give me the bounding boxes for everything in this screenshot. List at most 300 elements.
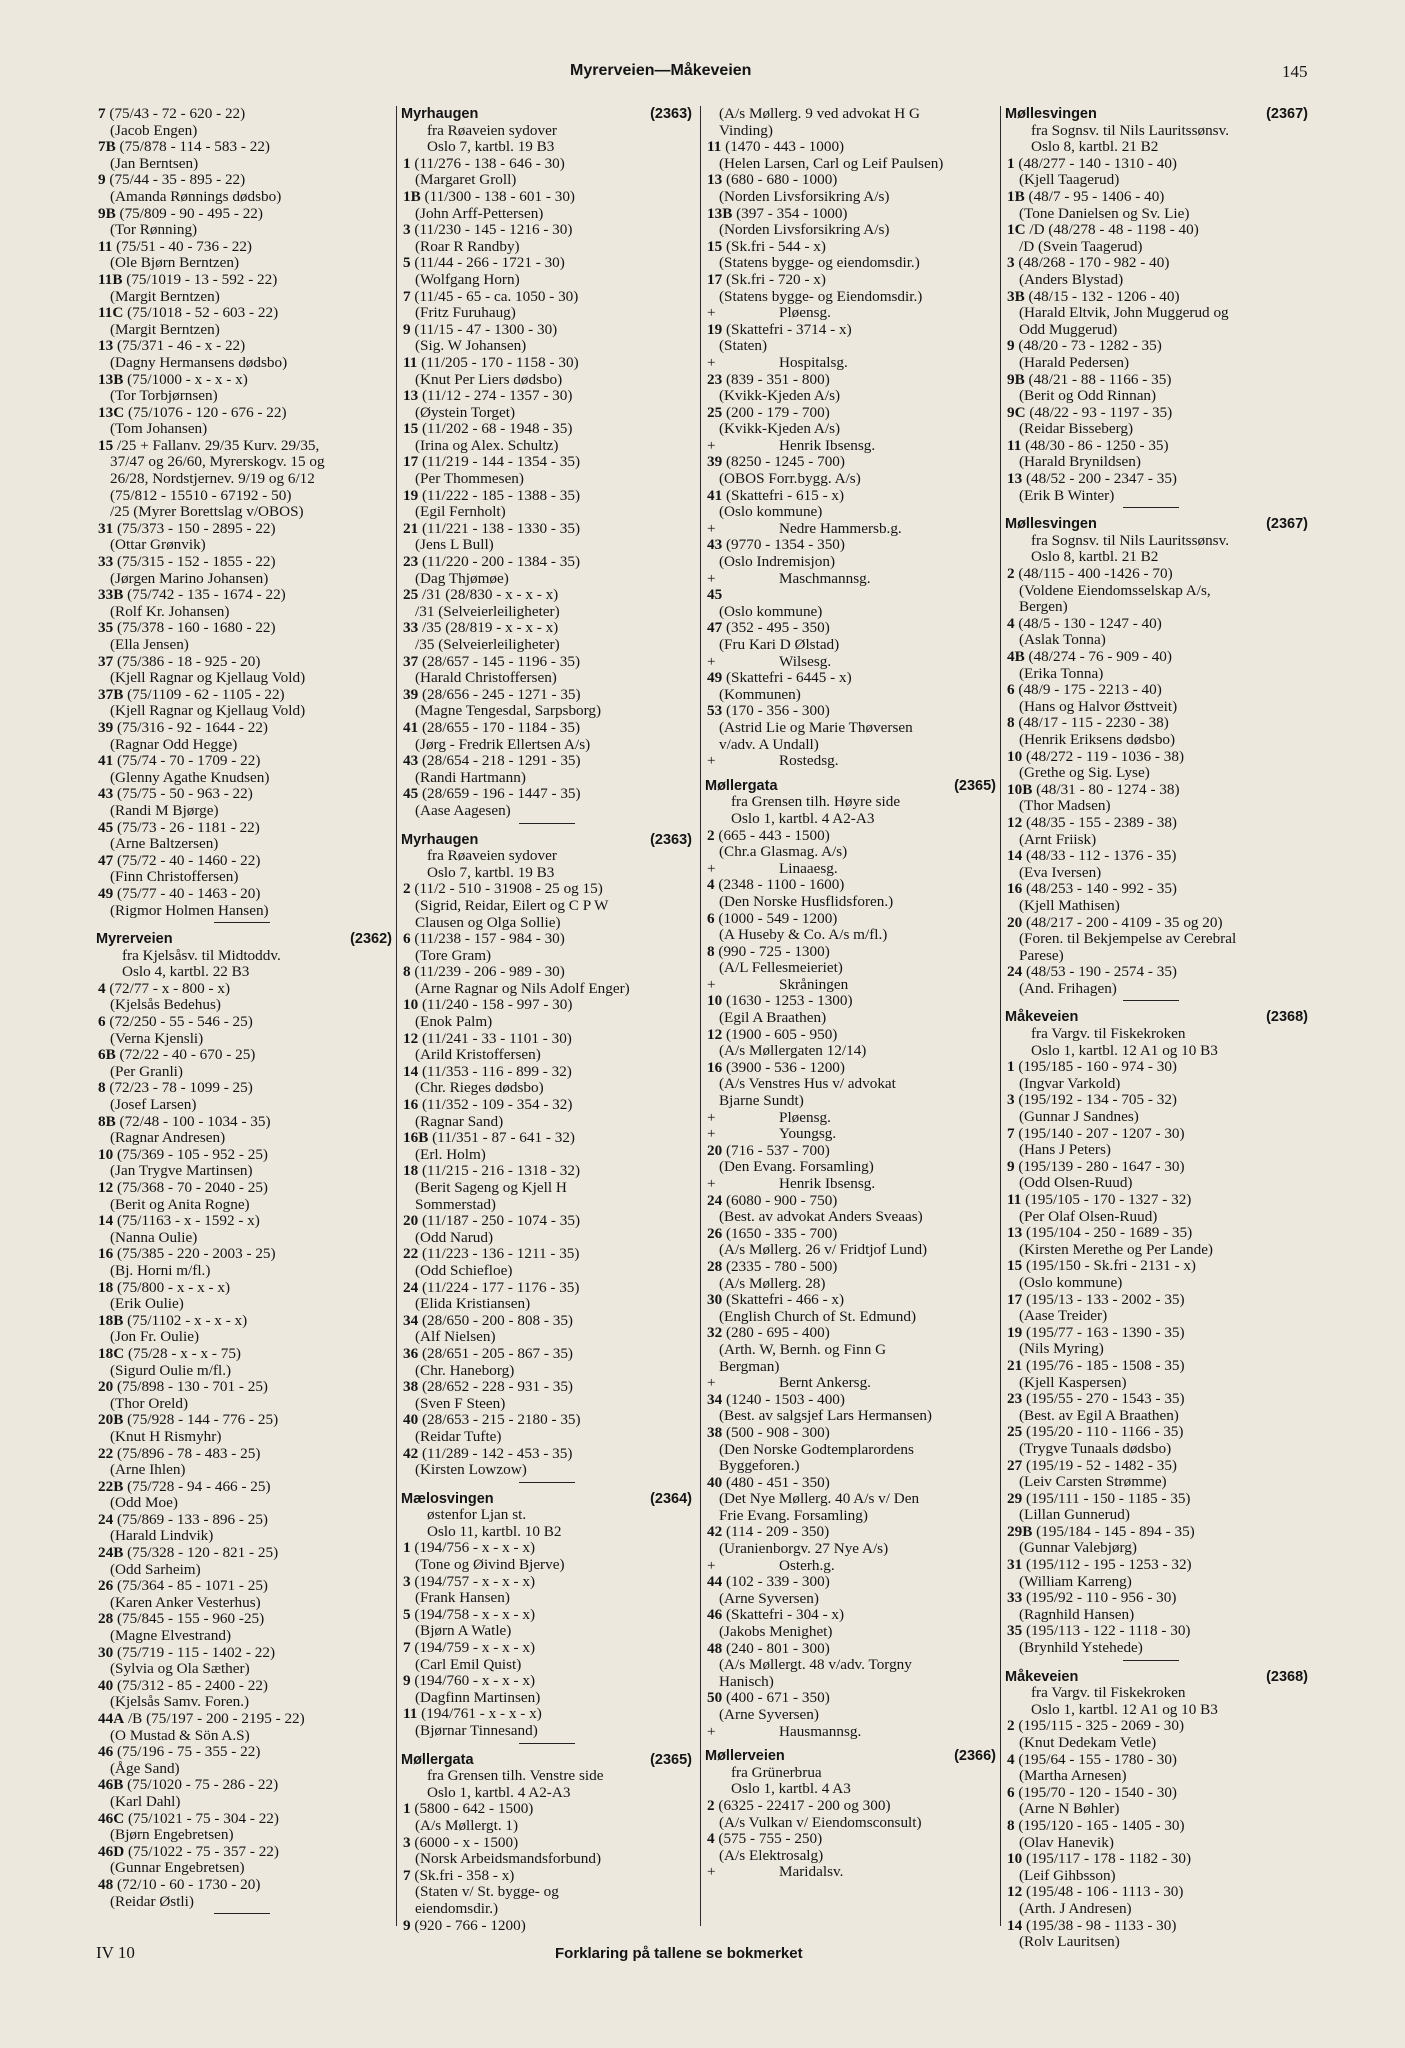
street-section bbox=[705, 106, 996, 770]
property-entry bbox=[705, 239, 996, 256]
house-number: 53 bbox=[707, 702, 723, 720]
house-number: 2 bbox=[403, 880, 411, 898]
owner-text: (Olav Hanevik) bbox=[1019, 1833, 1114, 1851]
house-number: 14 bbox=[1007, 847, 1023, 865]
owner-line bbox=[1005, 699, 1308, 716]
property-figures: (11/276 - 138 - 646 - 30) bbox=[410, 154, 565, 172]
house-number: 10B bbox=[1007, 780, 1033, 798]
house-number: 26 bbox=[98, 1577, 114, 1595]
property-figures: (195/120 - 165 - 1405 - 30) bbox=[1014, 1816, 1185, 1834]
owner-text: (Fritz Furuhaug) bbox=[415, 304, 516, 322]
property-entry bbox=[1005, 1557, 1308, 1574]
street-description: Oslo 4, kartbl. 22 B3 bbox=[122, 963, 250, 981]
owner-text: (Glenny Agathe Knudsen) bbox=[110, 768, 270, 786]
street-description: Oslo 7, kartbl. 19 B3 bbox=[427, 863, 555, 881]
property-entry bbox=[96, 1313, 392, 1330]
property-entry bbox=[705, 1524, 996, 1541]
owner-text: (Grethe og Sig. Lyse) bbox=[1019, 764, 1150, 782]
cross-street-row bbox=[705, 571, 996, 588]
property-entry bbox=[705, 139, 996, 156]
owner-text: (Tom Johansen) bbox=[110, 420, 208, 438]
owner-text: (Per Granli) bbox=[110, 1062, 183, 1080]
owner-text: (75/812 - 15510 - 67192 - 50) bbox=[110, 486, 292, 504]
property-entry bbox=[401, 222, 692, 239]
cross-street-name: Youngsg. bbox=[779, 1125, 837, 1143]
property-entry bbox=[1005, 1358, 1308, 1375]
cross-street-marker: + bbox=[707, 353, 716, 371]
owner-text: (Best. av advokat Anders Sveaas) bbox=[719, 1208, 923, 1226]
street-description: Oslo 1, kartbl. 4 A3 bbox=[731, 1780, 851, 1798]
property-figures: (2335 - 780 - 500) bbox=[722, 1257, 838, 1275]
street-heading bbox=[705, 778, 996, 795]
property-entry bbox=[705, 322, 996, 339]
property-entry bbox=[401, 997, 692, 1014]
property-entry bbox=[1005, 1059, 1308, 1076]
owner-line bbox=[401, 1429, 692, 1446]
owner-line bbox=[1005, 1441, 1308, 1458]
owner-text: (Margit Berntzen) bbox=[110, 287, 220, 305]
owner-text: (Per Olaf Olsen-Ruud) bbox=[1019, 1207, 1158, 1225]
house-number: 9B bbox=[1007, 370, 1025, 388]
owner-text: (A Huseby & Co. A/s m/fl.) bbox=[719, 926, 888, 944]
owner-text: (Rolv Lauritsen) bbox=[1019, 1933, 1120, 1951]
property-entry bbox=[705, 670, 996, 687]
property-entry bbox=[401, 421, 692, 438]
property-entry bbox=[705, 1325, 996, 1342]
property-entry bbox=[1005, 682, 1308, 699]
house-number: 8 bbox=[403, 963, 411, 981]
property-entry bbox=[1005, 372, 1308, 389]
column-2 bbox=[396, 106, 692, 1934]
cross-street-row bbox=[705, 305, 996, 322]
property-entry bbox=[401, 881, 692, 898]
house-number: 2 bbox=[1007, 1717, 1015, 1735]
house-number: 1 bbox=[1007, 154, 1015, 172]
house-number: 20 bbox=[1007, 913, 1023, 931]
property-entry bbox=[705, 703, 996, 720]
property-entry bbox=[705, 877, 996, 894]
street-name: Møllergata bbox=[401, 1751, 474, 1768]
street-section bbox=[705, 778, 996, 1740]
owner-line bbox=[1005, 1868, 1308, 1885]
property-figures: (195/105 - 170 - 1327 - 32) bbox=[1021, 1191, 1192, 1208]
owner-line bbox=[705, 1309, 996, 1326]
owner-line bbox=[1005, 1735, 1308, 1752]
owner-line bbox=[401, 1230, 692, 1247]
property-entry bbox=[401, 1706, 692, 1723]
property-entry bbox=[401, 1673, 692, 1690]
house-number: 46C bbox=[98, 1809, 125, 1827]
property-figures: (Sk.fri - 720 - x) bbox=[722, 270, 826, 288]
property-entry bbox=[401, 454, 692, 471]
owner-text: (Kommunen) bbox=[719, 685, 801, 703]
property-entry bbox=[96, 405, 392, 422]
house-number: 8 bbox=[1007, 1816, 1015, 1834]
cross-street-marker: + bbox=[707, 1374, 716, 1392]
owner-text: (Alf Nielsen) bbox=[415, 1328, 496, 1346]
street-section bbox=[401, 1491, 692, 1744]
property-entry bbox=[1005, 1851, 1308, 1868]
property-entry bbox=[96, 521, 392, 538]
cross-street-name: Wilsesg. bbox=[779, 652, 832, 670]
property-entry bbox=[401, 554, 692, 571]
owner-line bbox=[401, 504, 692, 521]
owner-text: (Trygve Tunaals dødsbo) bbox=[1019, 1439, 1172, 1457]
owner-text: (Den Norske Godtemplarordens bbox=[719, 1440, 914, 1458]
property-figures: (990 - 725 - 1300) bbox=[714, 942, 830, 960]
owner-line bbox=[96, 289, 392, 306]
owner-text: (Tone Danielsen og Sv. Lie) bbox=[1019, 204, 1190, 222]
property-figures: (11/45 - 65 - ca. 1050 - 30) bbox=[410, 287, 579, 305]
property-figures: (102 - 339 - 300) bbox=[722, 1573, 830, 1591]
property-figures: (28/651 - 205 - 867 - 35) bbox=[418, 1344, 573, 1362]
street-code: (2368) bbox=[1266, 1668, 1308, 1685]
cross-street-row bbox=[705, 355, 996, 372]
property-figures: (75/368 - 70 - 2040 - 25) bbox=[113, 1179, 268, 1196]
house-number: 13B bbox=[707, 204, 733, 222]
owner-line bbox=[705, 737, 996, 754]
owner-text: (Arne Syversen) bbox=[719, 1706, 819, 1723]
property-figures: (75/878 - 114 - 583 - 22) bbox=[115, 138, 270, 156]
owner-line bbox=[1005, 765, 1308, 782]
property-entry bbox=[1005, 915, 1308, 932]
cross-street-row bbox=[705, 861, 996, 878]
owner-text: (Jørg - Fredrik Ellertsen A/s) bbox=[415, 735, 591, 753]
owner-text: (Odd Sarheim) bbox=[110, 1560, 201, 1578]
house-number: 20 bbox=[403, 1212, 419, 1230]
house-number: 11 bbox=[98, 237, 113, 255]
property-figures: (48/35 - 155 - 2389 - 38) bbox=[1022, 813, 1177, 831]
property-entry bbox=[1005, 1258, 1308, 1275]
property-figures: (1650 - 335 - 700) bbox=[722, 1224, 838, 1242]
house-number: 12 bbox=[98, 1179, 114, 1196]
property-figures: (195/55 - 270 - 1543 - 35) bbox=[1022, 1390, 1185, 1408]
street-name: Myrhaugen bbox=[401, 831, 479, 848]
owner-line bbox=[1005, 454, 1308, 471]
property-figures: /35 (28/819 - x - x - x) bbox=[418, 619, 559, 637]
property-figures: (48/22 - 93 - 1197 - 35) bbox=[1025, 403, 1173, 421]
house-number: 23 bbox=[403, 553, 419, 571]
owner-line bbox=[401, 703, 692, 720]
owner-text: (Thor Oreld) bbox=[110, 1394, 189, 1412]
property-entry bbox=[96, 1180, 392, 1197]
property-entry bbox=[705, 1027, 996, 1044]
house-number: 15 bbox=[707, 237, 723, 255]
owner-line bbox=[96, 1728, 392, 1745]
owner-text: (Elida Kristiansen) bbox=[415, 1295, 531, 1313]
property-entry bbox=[401, 1446, 692, 1463]
owner-line bbox=[705, 1209, 996, 1226]
section-end-rule bbox=[214, 1913, 270, 1914]
owner-line bbox=[96, 803, 392, 820]
owner-text: Odd Muggerud) bbox=[1019, 320, 1118, 338]
street-section bbox=[1005, 516, 1308, 1001]
property-figures: (195/76 - 185 - 1508 - 35) bbox=[1022, 1356, 1185, 1374]
house-number: 6 bbox=[98, 1013, 106, 1031]
owner-text: (Voldene Eiendomsselskap A/s, bbox=[1019, 581, 1211, 599]
property-figures: (75/1021 - 75 - 304 - 22) bbox=[124, 1809, 279, 1827]
property-figures: (75/1020 - 75 - 286 - 22) bbox=[123, 1776, 279, 1794]
house-number: 2 bbox=[707, 1796, 715, 1814]
cross-street-name: Linaaesg. bbox=[779, 859, 838, 877]
property-figures: (28/656 - 245 - 1271 - 35) bbox=[418, 685, 581, 703]
house-number: 7B bbox=[98, 138, 116, 156]
owner-line bbox=[1005, 1901, 1308, 1918]
property-entry bbox=[96, 1047, 392, 1064]
owner-text: (Kjell Kaspersen) bbox=[1019, 1373, 1127, 1391]
house-number: 4 bbox=[1007, 614, 1015, 632]
owner-line bbox=[401, 1657, 692, 1674]
owner-line bbox=[96, 637, 392, 654]
property-figures: (Skattefri - 304 - x) bbox=[722, 1606, 845, 1624]
house-number: 22 bbox=[98, 1444, 114, 1462]
owner-text: (Kjelsås Bedehus) bbox=[110, 996, 221, 1014]
house-number: 19 bbox=[403, 486, 419, 504]
owner-text: (Den Evang. Forsamling) bbox=[719, 1158, 874, 1176]
property-entry bbox=[705, 1475, 996, 1492]
owner-line bbox=[401, 1114, 692, 1131]
owner-line bbox=[401, 305, 692, 322]
owner-line bbox=[1005, 1375, 1308, 1392]
owner-text: (Frank Hansen) bbox=[415, 1589, 510, 1607]
owner-line bbox=[96, 421, 392, 438]
property-figures: (48/9 - 175 - 2213 - 40) bbox=[1014, 681, 1162, 699]
owner-text: (Tor Torbjørnsen) bbox=[110, 387, 218, 405]
owner-line bbox=[705, 156, 996, 173]
owner-line bbox=[705, 255, 996, 272]
house-number: 21 bbox=[1007, 1356, 1023, 1374]
property-figures: /D (48/278 - 48 - 1198 - 40) bbox=[1025, 221, 1199, 239]
owner-line bbox=[705, 1342, 996, 1359]
owner-line bbox=[401, 1080, 692, 1097]
owner-line bbox=[705, 289, 996, 306]
owner-text: (Brynhild Ystehede) bbox=[1019, 1639, 1143, 1657]
property-entry bbox=[705, 1392, 996, 1409]
owner-text: (Hans og Halvor Østtveit) bbox=[1019, 697, 1178, 715]
owner-text: (Chr. Haneborg) bbox=[415, 1361, 515, 1379]
property-figures: (195/77 - 163 - 1390 - 35) bbox=[1022, 1323, 1185, 1341]
owner-text: (A/s Møllerg. 28) bbox=[719, 1274, 826, 1292]
property-entry bbox=[1005, 156, 1308, 173]
owner-line bbox=[1005, 1507, 1308, 1524]
house-number: 12 bbox=[1007, 1883, 1023, 1901]
house-number: 47 bbox=[98, 851, 114, 869]
property-figures: (575 - 755 - 250) bbox=[714, 1830, 823, 1848]
owner-line bbox=[401, 770, 692, 787]
owner-text: 26/28, Nordstjernev. 9/19 og 6/12 bbox=[110, 470, 315, 488]
property-figures: (195/48 - 106 - 1113 - 30) bbox=[1022, 1883, 1184, 1901]
property-entry bbox=[401, 289, 692, 306]
owner-line bbox=[401, 1818, 692, 1835]
cross-street-name: Pløensg. bbox=[779, 304, 831, 322]
property-figures: (28/652 - 228 - 931 - 35) bbox=[418, 1378, 573, 1396]
owner-line bbox=[1005, 272, 1308, 289]
house-number: 45 bbox=[707, 586, 723, 604]
property-entry bbox=[705, 620, 996, 637]
property-entry bbox=[1005, 1590, 1308, 1607]
property-entry bbox=[96, 753, 392, 770]
house-number: 29B bbox=[1007, 1522, 1033, 1540]
owner-line bbox=[401, 1363, 692, 1380]
property-figures: (48/268 - 170 - 982 - 40) bbox=[1014, 254, 1170, 272]
property-entry bbox=[1005, 881, 1308, 898]
property-figures: (11/241 - 33 - 1101 - 30) bbox=[418, 1029, 572, 1047]
owner-line bbox=[96, 1495, 392, 1512]
house-number: 11 bbox=[403, 353, 418, 371]
owner-text: (Odd Narud) bbox=[415, 1228, 494, 1246]
house-number: 39 bbox=[707, 453, 723, 471]
property-entry bbox=[401, 1918, 692, 1935]
owner-line bbox=[1005, 583, 1308, 600]
owner-line bbox=[401, 1623, 692, 1640]
owner-line bbox=[1005, 1574, 1308, 1591]
property-entry bbox=[705, 272, 996, 289]
house-number: 9B bbox=[98, 204, 116, 222]
property-entry bbox=[96, 206, 392, 223]
owner-line bbox=[705, 1276, 996, 1293]
owner-text: (Oslo Indremisjon) bbox=[719, 553, 835, 571]
property-entry bbox=[1005, 1092, 1308, 1109]
property-figures: (1900 - 605 - 950) bbox=[722, 1025, 838, 1043]
house-number: 24 bbox=[707, 1191, 723, 1209]
property-entry bbox=[1005, 289, 1308, 306]
house-number: 1B bbox=[1007, 187, 1025, 205]
property-figures: (397 - 354 - 1000) bbox=[732, 204, 848, 222]
house-number: 20 bbox=[98, 1378, 114, 1396]
cross-street-row bbox=[705, 1724, 996, 1741]
house-number: 50 bbox=[707, 1689, 723, 1707]
house-number: 49 bbox=[707, 669, 723, 687]
house-number: 11 bbox=[1007, 436, 1022, 454]
owner-text: (Jørgen Marino Johansen) bbox=[110, 569, 269, 587]
owner-line bbox=[401, 1180, 692, 1197]
property-figures: (500 - 908 - 300) bbox=[722, 1423, 830, 1441]
house-number: 24 bbox=[98, 1510, 114, 1528]
property-entry bbox=[96, 1545, 392, 1562]
page-number: 145 bbox=[1282, 62, 1308, 81]
house-number: 12 bbox=[1007, 813, 1023, 831]
owner-text: (Knut Per Liers dødsbo) bbox=[415, 370, 563, 388]
house-number: 39 bbox=[403, 685, 419, 703]
street-name: Måkeveien bbox=[1005, 1009, 1079, 1026]
property-figures: (75/1076 - 120 - 676 - 22) bbox=[124, 403, 287, 421]
cross-street-marker: + bbox=[707, 569, 716, 587]
street-description: Oslo 8, kartbl. 21 B2 bbox=[1031, 548, 1159, 566]
owner-text: (Kvikk-Kjeden A/s) bbox=[719, 387, 841, 405]
street-name: Møllesvingen bbox=[1005, 106, 1097, 122]
owner-text: (Jakobs Menighet) bbox=[719, 1623, 833, 1641]
owner-text: (Jens L Bull) bbox=[415, 536, 494, 554]
house-number: 41 bbox=[707, 486, 723, 504]
owner-line bbox=[401, 898, 692, 915]
owner-text: (Øystein Torget) bbox=[415, 403, 516, 421]
owner-line bbox=[96, 1860, 392, 1877]
property-figures: (75/386 - 18 - 925 - 20) bbox=[113, 652, 261, 670]
property-figures: (1630 - 1253 - 1300) bbox=[722, 992, 853, 1010]
owner-line bbox=[705, 1458, 996, 1475]
property-entry bbox=[1005, 848, 1308, 865]
owner-line bbox=[96, 1031, 392, 1048]
owner-line bbox=[401, 338, 692, 355]
owner-line bbox=[96, 1894, 392, 1911]
owner-text: (Sylvia og Ola Sæther) bbox=[110, 1660, 250, 1678]
property-figures: (48/7 - 95 - 1406 - 40) bbox=[1024, 187, 1165, 205]
owner-text: /35 (Selveierleiligheter) bbox=[415, 636, 560, 653]
owner-line bbox=[401, 1396, 692, 1413]
property-entry bbox=[401, 687, 692, 704]
owner-text: (Kjell Ragnar og Kjellaug Vold) bbox=[110, 669, 306, 687]
owner-line bbox=[1005, 239, 1308, 256]
house-number: 11 bbox=[403, 1705, 418, 1723]
owner-text: (William Karreng) bbox=[1019, 1572, 1132, 1590]
street-section bbox=[401, 106, 692, 824]
property-entry bbox=[96, 272, 392, 289]
owner-line bbox=[1005, 1175, 1308, 1192]
section-end-rule bbox=[1123, 507, 1179, 508]
owner-line bbox=[96, 1263, 392, 1280]
house-number: 9 bbox=[403, 1916, 411, 1934]
cross-street-marker: + bbox=[707, 652, 716, 670]
property-entry bbox=[96, 1114, 392, 1131]
owner-text: (Henrik Eriksens dødsbo) bbox=[1019, 730, 1176, 748]
street-heading bbox=[401, 832, 692, 849]
property-entry bbox=[401, 620, 692, 637]
property-entry bbox=[96, 886, 392, 903]
owner-text: Parese) bbox=[1019, 946, 1064, 964]
property-entry bbox=[401, 322, 692, 339]
house-number: 5 bbox=[403, 254, 411, 272]
property-entry bbox=[705, 1060, 996, 1077]
property-figures: (48/5 - 130 - 1247 - 40) bbox=[1014, 614, 1162, 632]
street-description: Oslo 1, kartbl. 12 A1 og 10 B3 bbox=[1031, 1041, 1218, 1059]
property-figures: (11/240 - 158 - 997 - 30) bbox=[418, 996, 573, 1014]
property-figures: (48/53 - 190 - 2574 - 35) bbox=[1022, 963, 1177, 981]
owner-line bbox=[96, 123, 392, 140]
property-figures: (75/328 - 120 - 821 - 25) bbox=[123, 1544, 279, 1562]
property-figures: (75/800 - x - x - x) bbox=[113, 1278, 231, 1296]
cross-street-marker: + bbox=[707, 304, 716, 322]
street-section bbox=[705, 1748, 996, 1881]
owner-line bbox=[401, 604, 692, 621]
owner-text: (Sven F Steen) bbox=[415, 1394, 506, 1412]
property-figures: (75/371 - 46 - x - 22) bbox=[113, 337, 246, 355]
property-entry bbox=[1005, 1918, 1308, 1935]
property-figures: (839 - 351 - 800) bbox=[722, 370, 830, 388]
owner-text: (Bjørn A Watle) bbox=[415, 1622, 512, 1640]
owner-text: (Dagfinn Martinsen) bbox=[415, 1688, 541, 1706]
owner-line bbox=[401, 1690, 692, 1707]
property-figures: (75/73 - 26 - 1181 - 22) bbox=[113, 818, 260, 836]
owner-text: (Arne N Bøhler) bbox=[1019, 1800, 1120, 1818]
property-entry bbox=[705, 405, 996, 422]
property-entry bbox=[1005, 1818, 1308, 1835]
owner-text: (Reidar Tufte) bbox=[415, 1427, 502, 1445]
owner-text: (Karen Anker Vesterhus) bbox=[110, 1593, 261, 1611]
house-number: 13 bbox=[98, 337, 114, 355]
owner-text: (Arne Baltzersen) bbox=[110, 835, 219, 853]
property-figures: (75/742 - 135 - 1674 - 22) bbox=[123, 586, 286, 604]
owner-text: (Amanda Rønnings dødsbo) bbox=[110, 187, 282, 205]
owner-line bbox=[401, 981, 692, 998]
house-number: 10 bbox=[403, 996, 419, 1014]
property-entry bbox=[401, 521, 692, 538]
house-number: 11 bbox=[1007, 1191, 1022, 1208]
property-entry bbox=[1005, 1884, 1308, 1901]
owner-text: (Harald Brynildsen) bbox=[1019, 453, 1141, 471]
property-entry bbox=[1005, 338, 1308, 355]
column-3 bbox=[700, 106, 996, 1926]
house-number: 45 bbox=[403, 785, 419, 803]
